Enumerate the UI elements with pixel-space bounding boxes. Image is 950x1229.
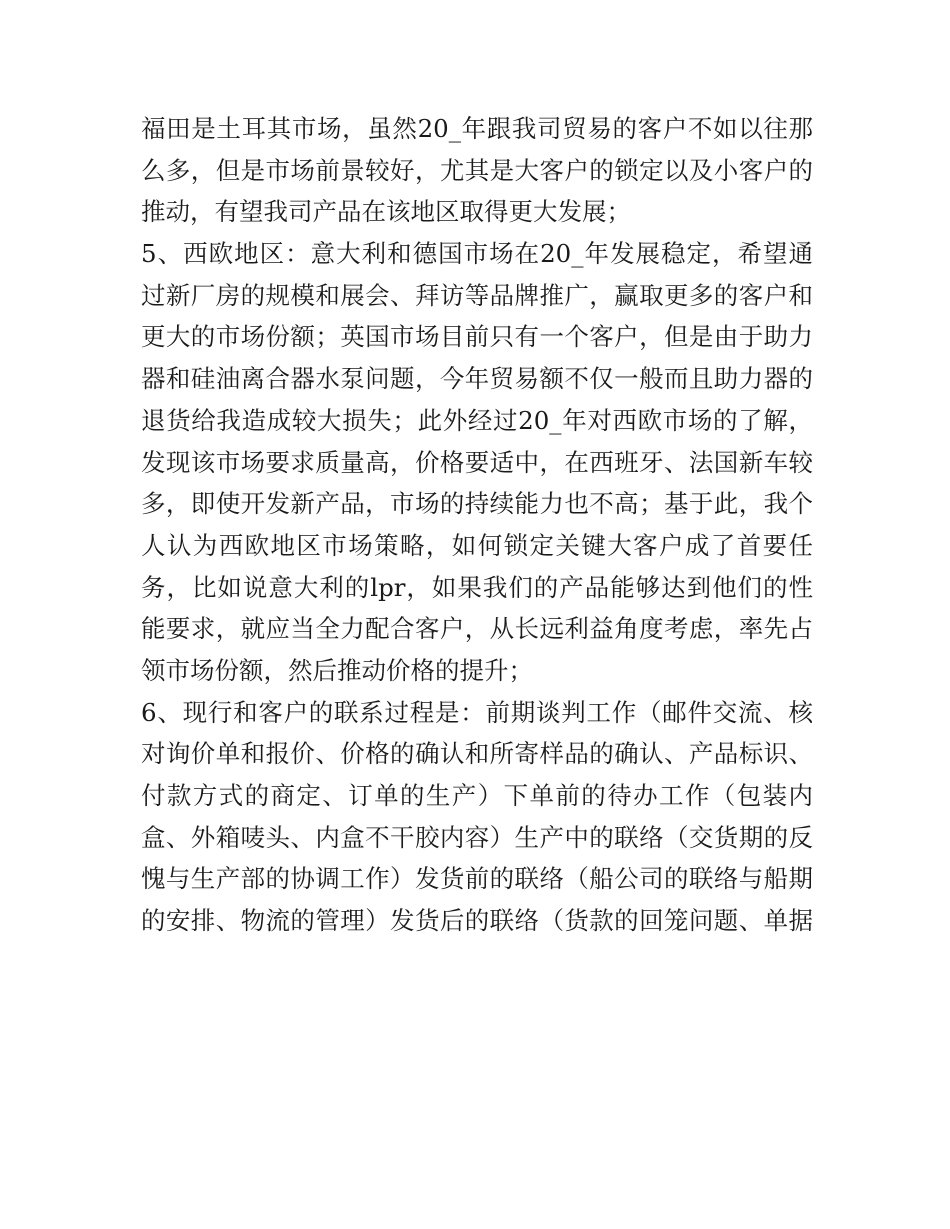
text-line: 么多，但是市场前景较好，尤其是大客户的锁定以及小客户的 (141, 155, 813, 185)
text-line: 领市场份额，然后推动价格的提升； (141, 655, 533, 685)
text-line: 福田是土耳其市场，虽然20_年跟我司贸易的客户不如以往那 (141, 114, 813, 143)
text-line: 6、现行和客户的联系过程是：前期谈判工作（邮件交流、核 (141, 697, 813, 727)
text-line: 推动，有望我司产品在该地区取得更大发展； (141, 197, 631, 227)
text-line: 发现该市场要求质量高，价格要适中，在西班牙、法国新车较 (141, 447, 813, 477)
text-line: 务，比如说意大利的lpr，如果我们的产品能够达到他们的性 (141, 572, 813, 602)
text-line: 盒、外箱唛头、内盒不干胶内容）生产中的联络（交货期的反 (141, 822, 813, 852)
text-line: 愧与生产部的协调工作）发货前的联络（船公司的联络与船期 (141, 864, 813, 894)
text-line: 人认为西欧地区市场策略，如何锁定关键大客户成了首要任 (141, 530, 813, 560)
text-line: 对询价单和报价、价格的确认和所寄样品的确认、产品标识、 (141, 739, 813, 769)
text-line: 器和硅油离合器水泵问题，今年贸易额不仅一般而且助力器的 (141, 364, 813, 394)
text-line: 5、西欧地区：意大利和德国市场在20_年发展稳定，希望通 (141, 239, 813, 269)
text-line: 的安排、物流的管理）发货后的联络（货款的回笼问题、单据 (141, 906, 813, 936)
text-line: 过新厂房的规模和展会、拜访等品牌推广，赢取更多的客户和 (141, 280, 813, 310)
text-line: 能要求，就应当全力配合客户，从长远利益角度考虑，率先占 (141, 614, 813, 644)
text-line: 更大的市场份额；英国市场目前只有一个客户，但是由于助力 (141, 322, 813, 352)
text-line: 付款方式的商定、订单的生产）下单前的待办工作（包装内 (141, 781, 813, 810)
document-body (141, 108, 813, 942)
text-line: 退货给我造成较大损失；此外经过20_年对西欧市场的了解， (141, 405, 813, 435)
text-line: 多，即使开发新产品，市场的持续能力也不高；基于此，我个 (141, 489, 813, 519)
